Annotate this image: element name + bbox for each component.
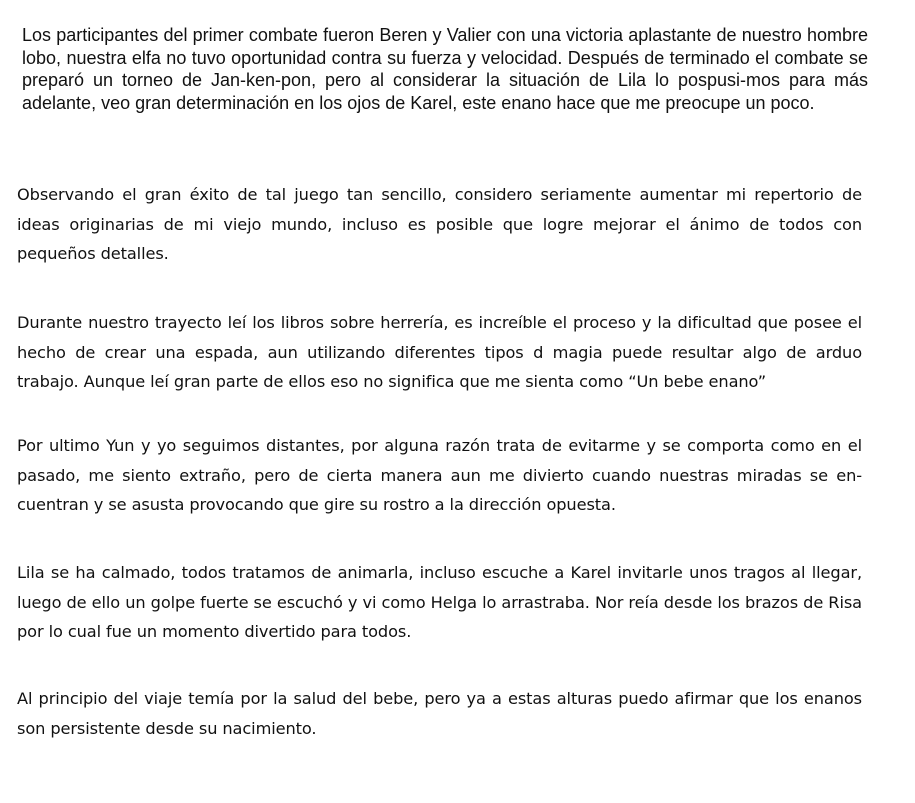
paragraph-6: Al principio del viaje temía por la salud del bebe, pero ya a estas alturas puedo afirmar que los enanos son persistente desde su nacimiento. [17,689,862,738]
paragraph-4: Por ultimo Yun y yo seguimos distantes, por alguna razón trata de evitarme y se comporta como en el pasado, me siento extraño, pero de cierta manera aun me divierto cuando nuestras miradas se en-cuentran y se asusta provocando que gire su rostro a la dirección opuesta. [17,436,862,514]
paragraph-2: Observando el gran éxito de tal juego tan sencillo, considero seriamente aumentar mi repertorio de ideas originarias de mi viejo mundo, incluso es posible que logre mejorar el ánimo de todos con pequeños detalles. [17,185,862,263]
paragraph-1: Los participantes del primer combate fueron Beren y Valier con una victoria aplastante de nuestro hombre lobo, nuestra elfa no tuvo oportunidad contra su fuerza y velocidad. Después de terminado el combate se preparó un torneo de Jan-ken-pon, pero al considerar la situación de Lila lo pospusi-mos para más adelante, veo gran determinación en los ojos de Karel, este enano hace que me preocupe un poco. [22,25,868,113]
paragraph-3: Durante nuestro trayecto leí los libros sobre herrería, es increíble el proceso y la dificultad que posee el hecho de crear una espada, aun utilizando diferentes tipos d magia puede resultar algo de arduo trabajo. Aunque leí gran parte de ellos eso no significa que me sienta como “Un bebe enano” [17,313,862,391]
paragraph-5: Lila se ha calmado, todos tratamos de animarla, incluso escuche a Karel invitarle unos tragos al llegar, luego de ello un golpe fuerte se escuchó y vi como Helga lo arrastraba. Nor reía desde los brazos de Risa por lo cual fue un momento divertido para todos. [17,563,862,641]
